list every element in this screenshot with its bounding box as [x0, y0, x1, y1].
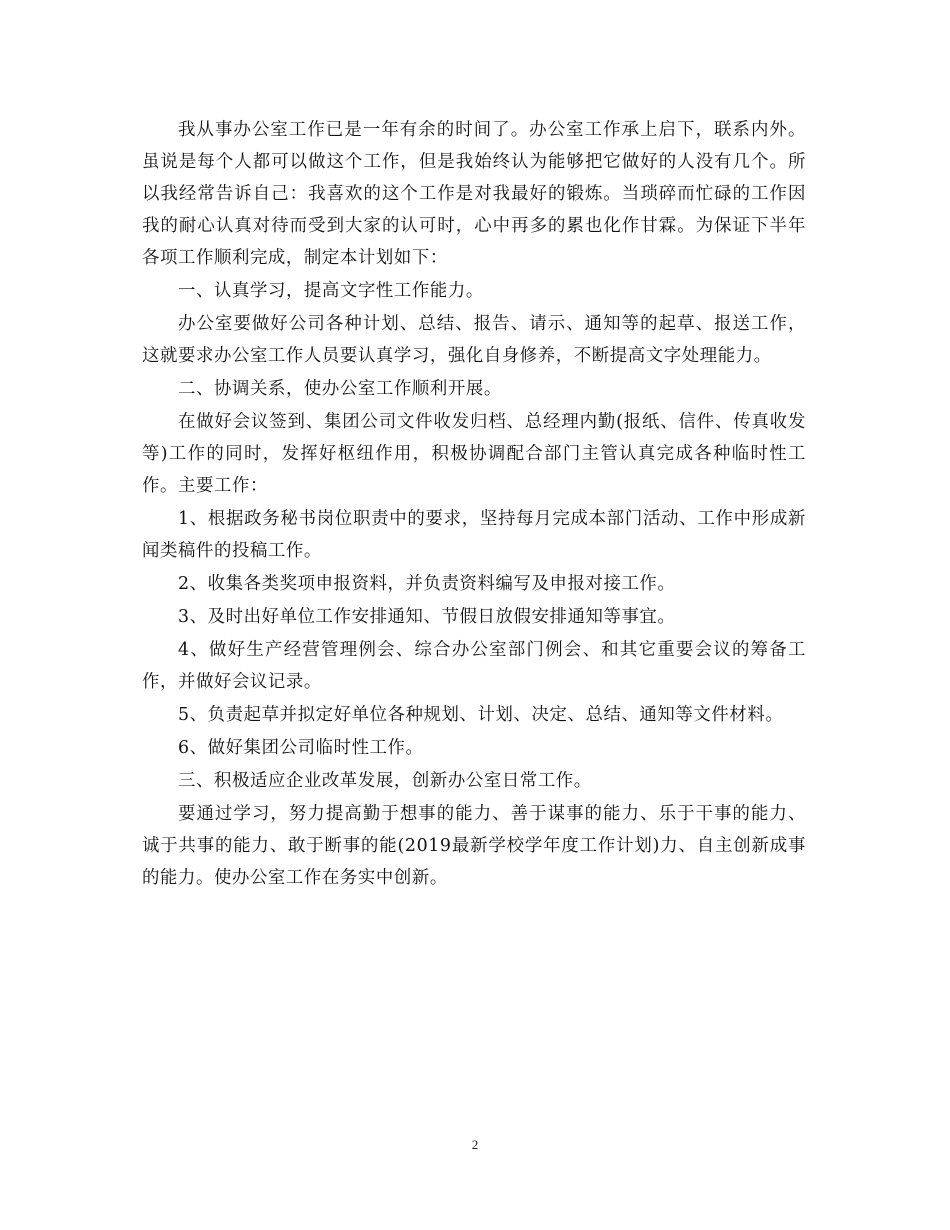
- document-body: [142, 114, 806, 895]
- section-heading-innovation: 三、积极适应企业改革发展，创新办公室日常工作。: [178, 771, 592, 791]
- list-item-6: 6、做好集团公司临时性工作。: [178, 738, 424, 758]
- list-item-4: 4、做好生产经营管理例会、综合办公室部门例会、和其它重要会议的筹备工作，并做好会议记录。: [142, 640, 806, 692]
- paragraph-coordination: 在做好会议签到、集团公司文件收发归档、总经理内勤(报纸、信件、传真收发等)工作的同时，发挥好枢纽作用，积极协调配合部门主管认真完成各种临时性工作。主要工作：: [142, 412, 806, 496]
- list-item-1: 1、根据政务秘书岗位职责中的要求，坚持每月完成本部门活动、工作中形成新闻类稿件的投稿工作。: [142, 509, 806, 561]
- paragraph-intro: 我从事办公室工作已是一年有余的时间了。办公室工作承上启下，联系内外。虽说是每个人都可以做这个工作，但是我始终认为能够把它做好的人没有几个。所以我经常告诉自己：我喜欢的这个工作是对我最好的锻炼。当琐碎而忙碌的工作因我的耐心认真对待而受到大家的认可时，心中再多的累也化作甘霖。为保证下半年各项工作顺利完成，制定本计划如下：: [142, 120, 806, 268]
- paragraph-innovation: 要通过学习，努力提高勤于想事的能力、善于谋事的能力、乐于干事的能力、诚于共事的能力、敢于断事的能(2019最新学校学年度工作计划)力、自主创新成事的能力。使办公室工作在务实中创新。: [142, 804, 806, 888]
- list-item-3: 3、及时出好单位工作安排通知、节假日放假安排通知等事宜。: [178, 607, 676, 627]
- page-number: 2: [471, 1137, 479, 1152]
- paragraph-study: 办公室要做好公司各种计划、总结、报告、请示、通知等的起草、报送工作，这就要求办公室工作人员要认真学习，强化自身修养，不断提高文字处理能力。: [142, 314, 806, 366]
- list-item-2: 2、收集各类奖项申报资料，并负责资料编写及申报对接工作。: [178, 574, 676, 594]
- section-heading-study: 一、认真学习，提高文字性工作能力。: [178, 281, 484, 301]
- section-heading-coordination: 二、协调关系，使办公室工作顺利开展。: [178, 379, 502, 399]
- list-item-5: 5、负责起草并拟定好单位各种规划、计划、决定、总结、通知等文件材料。: [178, 705, 784, 725]
